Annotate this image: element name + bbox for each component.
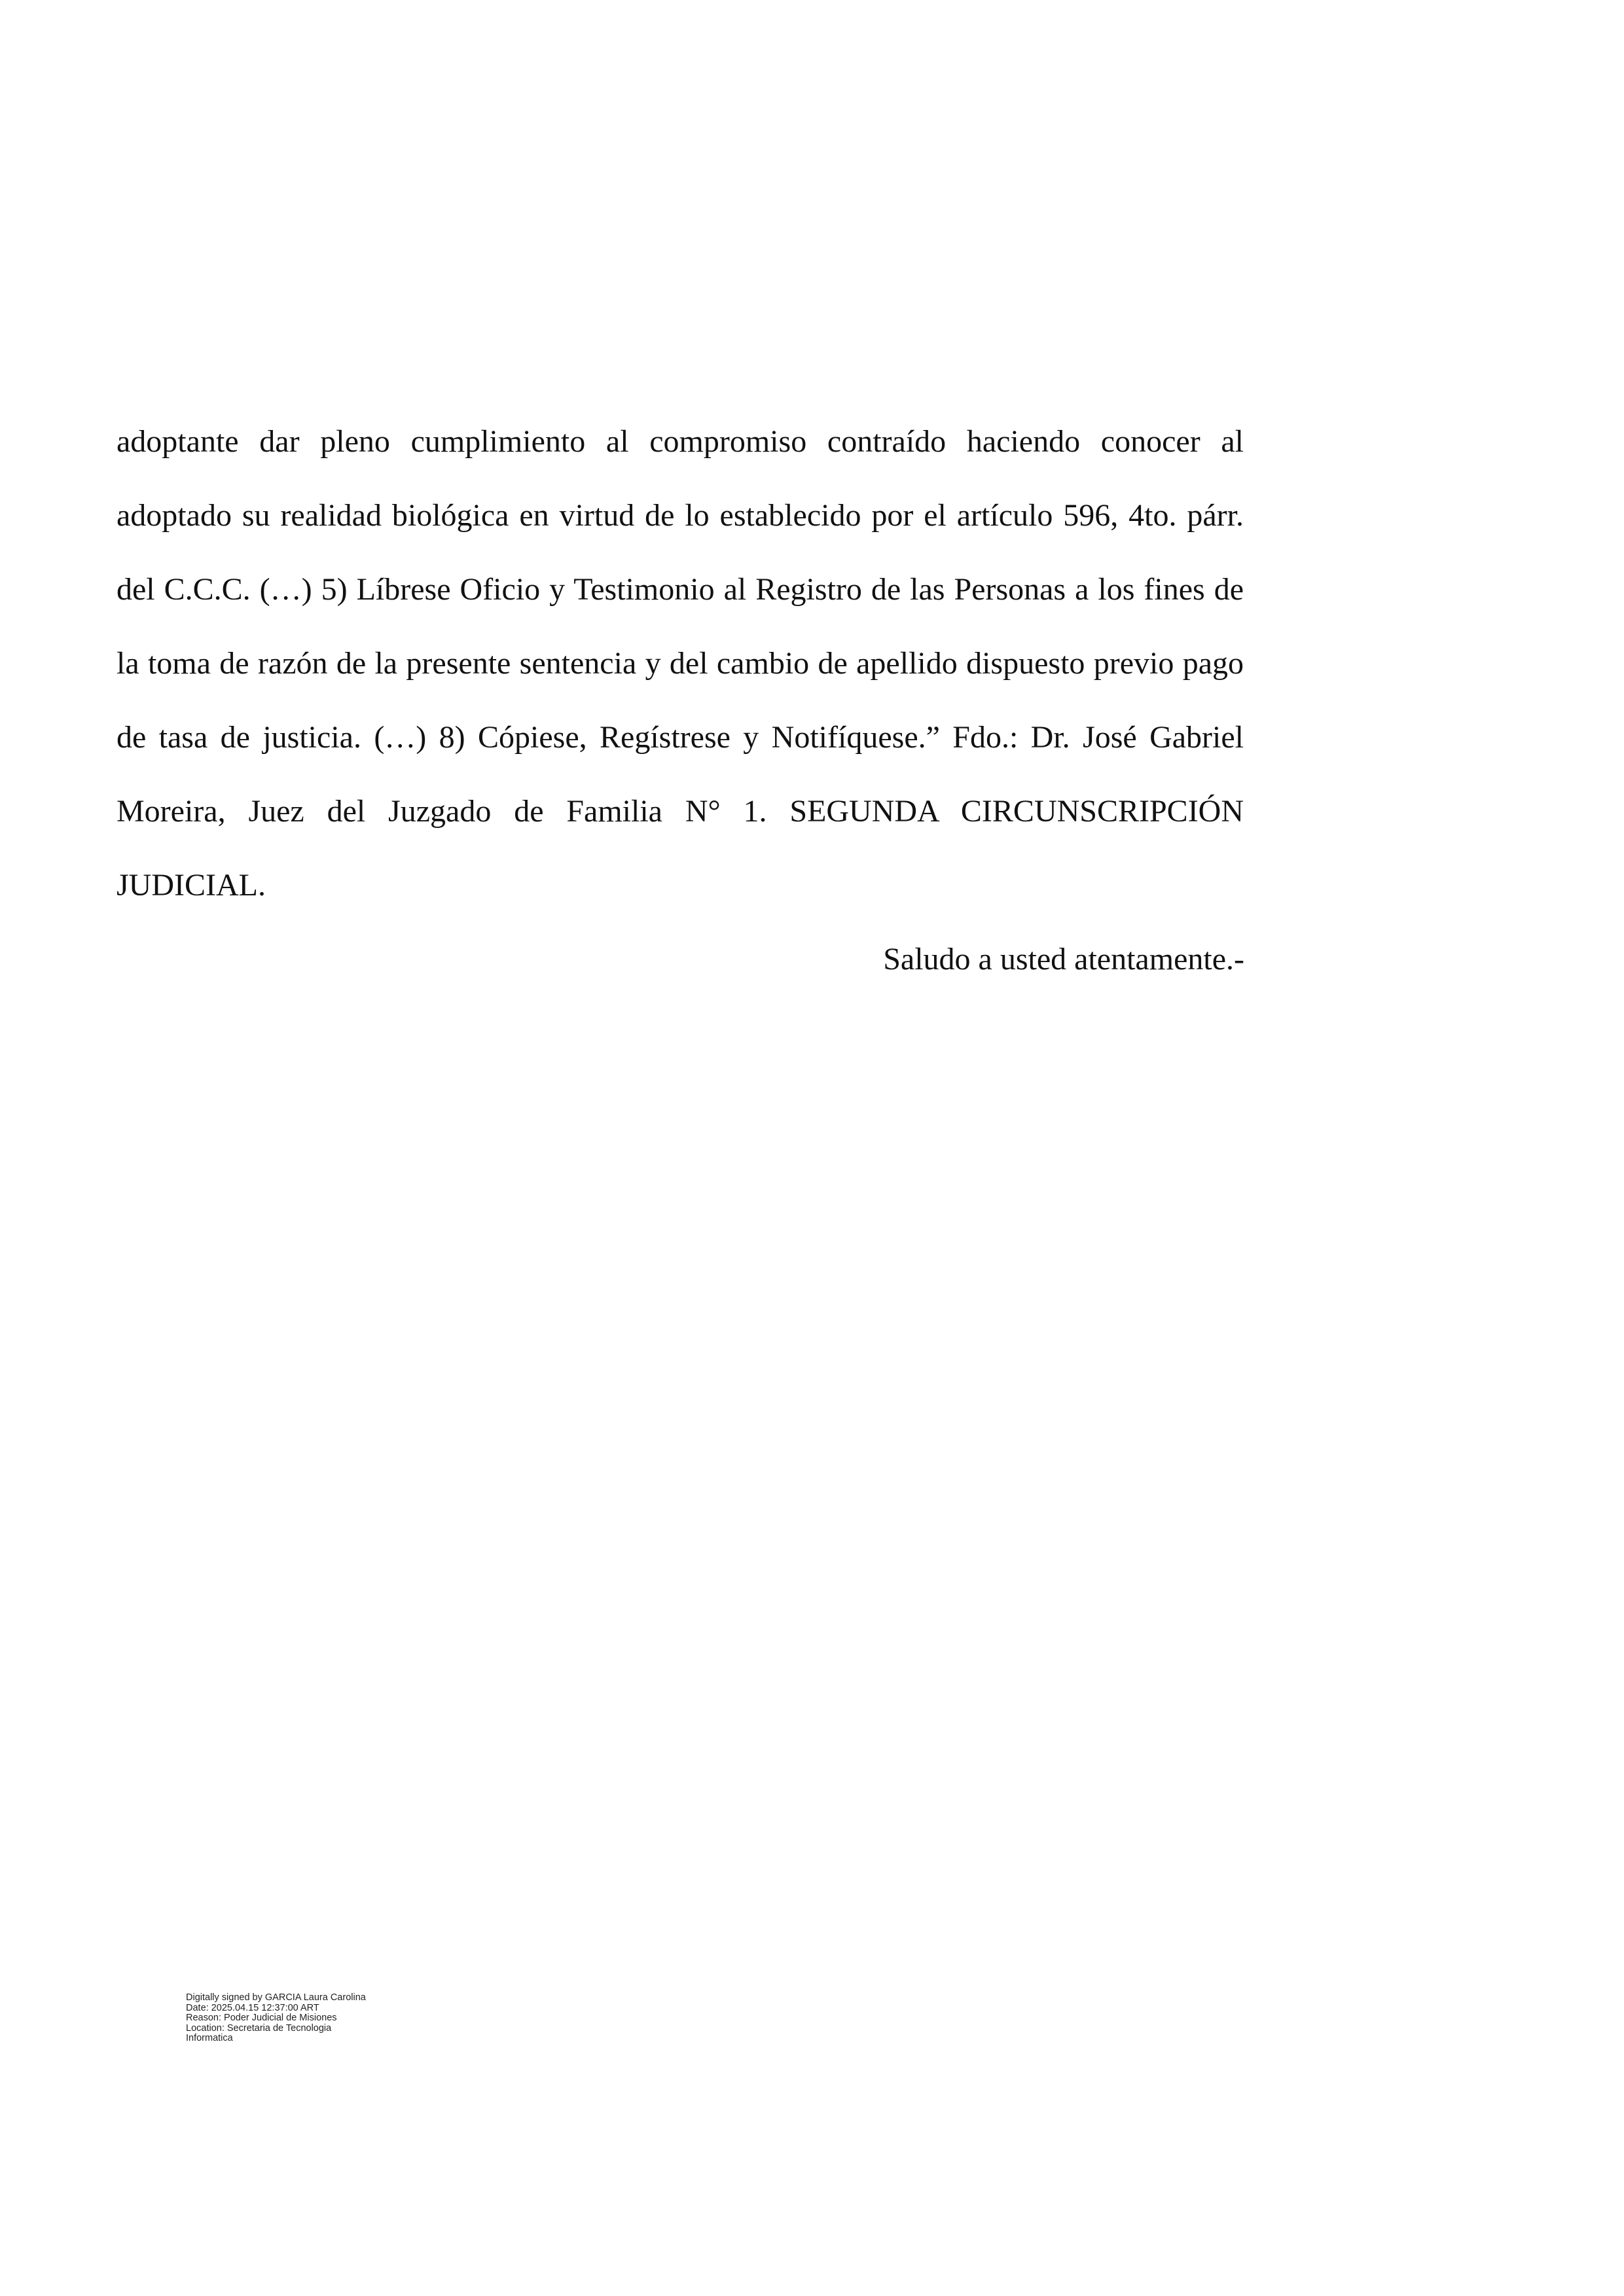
- signature-location-cont: Informatica: [186, 2033, 233, 2043]
- signature-reason: Reason: Poder Judicial de Misiones: [186, 2013, 337, 2023]
- digital-signature-block: [186, 1993, 366, 2044]
- signature-date: Date: 2025.04.15 12:37:00 ART: [186, 2002, 319, 2013]
- closing-salutation: Saludo a usted atentamente.-: [883, 942, 1244, 977]
- body-paragraph: adoptante dar pleno cumplimiento al compromiso contraído haciendo conocer al adoptado su realidad biológica en virtud de lo establecido por el artículo 596, 4to. párr. del C.C.C. (…) 5) Líbrese Oficio y Testimonio al Registro de las Personas a los fines de la toma de razón de la presente sentencia y del cambio de apellido dispuesto previo pago de tasa de justicia. (…) 8) Cópiese, Regístrese y Notifíquese.” Fdo.: Dr. José Gabriel Moreira, Juez del Juzgado de Familia N° 1. SEGUNDA CIRCUNSCRIPCIÓN JUDICIAL.: [117, 424, 1244, 903]
- signature-signed-by: Digitally signed by GARCIA Laura Carolina: [186, 1992, 366, 2003]
- signature-location: Location: Secretaria de Tecnologia: [186, 2022, 332, 2034]
